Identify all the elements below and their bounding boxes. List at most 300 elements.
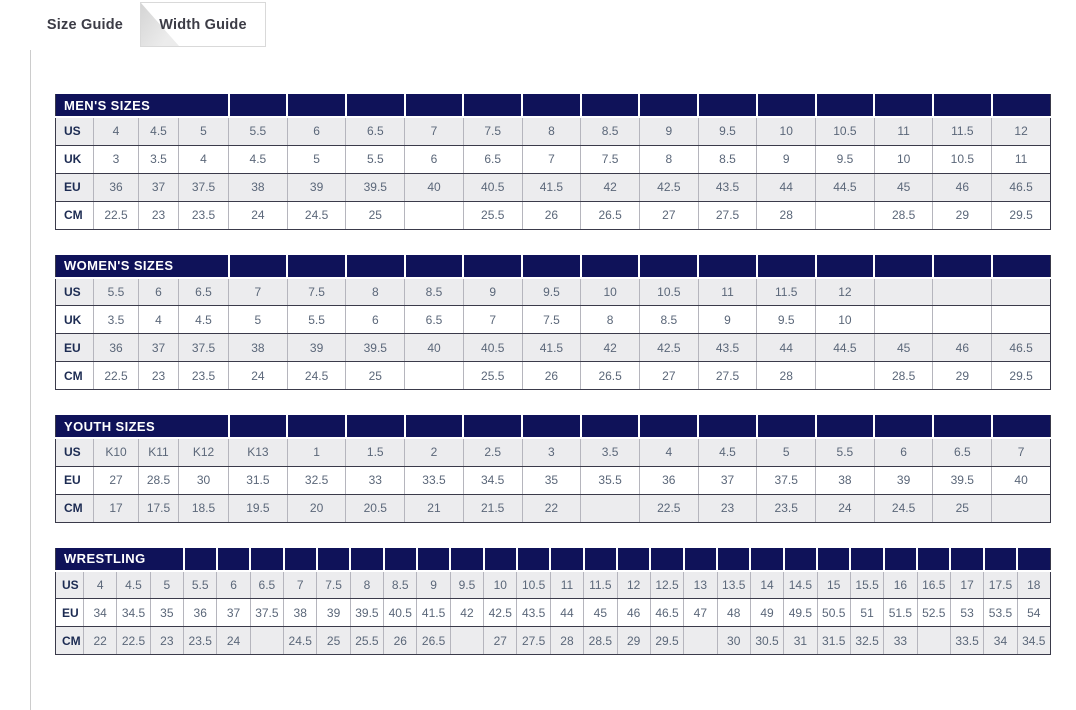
womens-sizes-header (56, 255, 1051, 278)
size-cell: 3.5 (581, 438, 640, 466)
size-cell: 27 (94, 466, 139, 494)
size-cell: 26 (522, 362, 581, 390)
size-cell: 28 (757, 362, 816, 390)
size-cell: 31 (784, 627, 817, 655)
header-spacer-cell (639, 415, 698, 438)
header-spacer-cell (581, 94, 640, 117)
womens-sizes-section (55, 255, 1051, 391)
header-spacer-cell (584, 548, 617, 571)
size-cell: 10 (581, 278, 640, 306)
size-cell: 36 (94, 173, 139, 201)
size-cell: 26 (522, 201, 581, 229)
size-cell: 1.5 (346, 438, 405, 466)
mens-sizes-body (56, 117, 1051, 229)
size-cell: 23.5 (757, 494, 816, 522)
size-cell: 20.5 (346, 494, 405, 522)
size-cell: 34 (84, 599, 117, 627)
size-cell (450, 627, 483, 655)
size-cell: 28 (550, 627, 583, 655)
size-cell: 4 (94, 117, 139, 145)
size-cell: 14 (750, 571, 783, 599)
size-cell: 13.5 (717, 571, 750, 599)
size-cell: 10 (816, 306, 875, 334)
size-cell: 8 (346, 278, 405, 306)
header-spacer-cell (816, 94, 875, 117)
header-row (56, 255, 1051, 278)
row-label: EU (56, 466, 94, 494)
size-cell: 5 (150, 571, 183, 599)
size-cell: 6 (346, 306, 405, 334)
mens-sizes-table (55, 94, 1051, 230)
size-cell: 46.5 (650, 599, 683, 627)
header-spacer-cell (639, 255, 698, 278)
size-cell: 42.5 (484, 599, 517, 627)
header-spacer-cell (550, 548, 583, 571)
size-cell: 27.5 (517, 627, 550, 655)
size-cell: 6 (139, 278, 179, 306)
header-spacer-cell (417, 548, 450, 571)
size-cell: 27.5 (698, 201, 757, 229)
size-cell: 5 (179, 117, 229, 145)
size-cell (581, 494, 640, 522)
size-cell: 38 (284, 599, 317, 627)
size-cell (816, 362, 875, 390)
mens-sizes-header (56, 94, 1051, 117)
size-cell (684, 627, 717, 655)
size-cell: 40.5 (463, 173, 522, 201)
size-cell: 45 (874, 173, 933, 201)
size-cell: 12 (617, 571, 650, 599)
size-cell: 9.5 (757, 306, 816, 334)
table-row (56, 571, 1051, 599)
header-spacer-cell (450, 548, 483, 571)
size-cell: 24 (229, 362, 288, 390)
size-cell: 33 (884, 627, 917, 655)
header-spacer-cell (405, 415, 464, 438)
size-cell: 35 (522, 466, 581, 494)
row-label: US (56, 117, 94, 145)
size-cell: 10.5 (639, 278, 698, 306)
header-spacer-cell (581, 415, 640, 438)
size-cell: 41.5 (417, 599, 450, 627)
header-spacer-cell (384, 548, 417, 571)
size-cell: 25 (933, 494, 992, 522)
size-cell: 27 (484, 627, 517, 655)
table-row (56, 627, 1051, 655)
size-cell: 47 (684, 599, 717, 627)
header-spacer-cell (522, 415, 581, 438)
size-cell: 33.5 (950, 627, 983, 655)
row-label: US (56, 571, 84, 599)
header-spacer-cell (816, 415, 875, 438)
tab-width-guide[interactable] (140, 2, 266, 47)
size-cell: 7 (405, 117, 464, 145)
size-cell: 7.5 (317, 571, 350, 599)
size-cell: 8.5 (698, 145, 757, 173)
size-cell: 5 (229, 306, 288, 334)
size-cell: 8 (581, 306, 640, 334)
size-cell: 25.5 (463, 362, 522, 390)
size-cell: 25 (346, 362, 405, 390)
header-spacer-cell (874, 94, 933, 117)
size-cell: 13 (684, 571, 717, 599)
tab-width-guide-label: Width Guide (159, 16, 247, 33)
size-cell: 51.5 (884, 599, 917, 627)
size-cell (992, 306, 1051, 334)
size-cell: 4 (639, 438, 698, 466)
womens-sizes-table (55, 255, 1051, 391)
size-cell: 11.5 (933, 117, 992, 145)
header-spacer-cell (750, 548, 783, 571)
header-row (56, 415, 1051, 438)
size-cell: 28 (757, 201, 816, 229)
size-cell: 23.5 (179, 362, 229, 390)
size-cell: 39.5 (346, 173, 405, 201)
size-cell: 8.5 (405, 278, 464, 306)
header-spacer-cell (346, 255, 405, 278)
size-cell: 38 (816, 466, 875, 494)
size-cell: 53.5 (984, 599, 1017, 627)
header-spacer-cell (617, 548, 650, 571)
size-cell (933, 306, 992, 334)
wrestling-section (55, 548, 1051, 656)
size-cell (405, 362, 464, 390)
header-spacer-cell (463, 255, 522, 278)
size-cell: 7.5 (463, 117, 522, 145)
size-cell: 48 (717, 599, 750, 627)
size-cell: 29.5 (650, 627, 683, 655)
size-cell: 6 (405, 145, 464, 173)
size-cell: 22.5 (94, 362, 139, 390)
size-cell: 50.5 (817, 599, 850, 627)
header-spacer-cell (346, 415, 405, 438)
header-spacer-cell (874, 255, 933, 278)
size-cell: 23 (139, 362, 179, 390)
size-cell: 23 (698, 494, 757, 522)
size-cell: 17.5 (139, 494, 179, 522)
size-cell: 42 (581, 173, 640, 201)
size-cell: 7.5 (581, 145, 640, 173)
size-cell: 46 (617, 599, 650, 627)
size-cell: 22 (522, 494, 581, 522)
size-cell: 40 (405, 173, 464, 201)
size-cell: 4 (179, 145, 229, 173)
size-cell: 23 (139, 201, 179, 229)
size-cell: K13 (229, 438, 288, 466)
header-spacer-cell (874, 415, 933, 438)
header-spacer-cell (317, 548, 350, 571)
size-cell: 45 (584, 599, 617, 627)
size-cell: 24.5 (874, 494, 933, 522)
size-cell: 37 (139, 334, 179, 362)
table-row (56, 362, 1051, 390)
table-row (56, 599, 1051, 627)
youth-sizes-title: YOUTH SIZES (56, 415, 229, 438)
size-cell: 32.5 (287, 466, 346, 494)
size-cell: 9 (463, 278, 522, 306)
size-cell: 5.5 (346, 145, 405, 173)
size-cell: 44 (757, 173, 816, 201)
row-label: CM (56, 494, 94, 522)
size-cell: 37.5 (179, 334, 229, 362)
size-cell: 9.5 (698, 117, 757, 145)
size-cell: 3 (522, 438, 581, 466)
header-spacer-cell (229, 415, 288, 438)
size-cell: 4.5 (179, 306, 229, 334)
size-cell: 11.5 (584, 571, 617, 599)
table-row (56, 145, 1051, 173)
size-cell: 40.5 (384, 599, 417, 627)
size-cell (917, 627, 950, 655)
header-spacer-cell (850, 548, 883, 571)
size-cell: 1 (287, 438, 346, 466)
youth-sizes-header (56, 415, 1051, 438)
header-spacer-cell (184, 548, 217, 571)
header-spacer-cell (950, 548, 983, 571)
header-spacer-cell (650, 548, 683, 571)
size-cell: 39.5 (346, 334, 405, 362)
size-cell: 11.5 (757, 278, 816, 306)
header-spacer-cell (698, 94, 757, 117)
header-spacer-cell (229, 255, 288, 278)
size-cell (250, 627, 283, 655)
header-spacer-cell (581, 255, 640, 278)
size-cell: 5.5 (184, 571, 217, 599)
size-cell: 46 (933, 173, 992, 201)
size-cell: 37 (217, 599, 250, 627)
header-spacer-cell (984, 548, 1017, 571)
size-cell: 32.5 (850, 627, 883, 655)
size-cell: 37 (139, 173, 179, 201)
table-row (56, 438, 1051, 466)
header-spacer-cell (517, 548, 550, 571)
row-label: CM (56, 627, 84, 655)
header-spacer-cell (757, 415, 816, 438)
size-cell: 30 (179, 466, 229, 494)
size-guide-tabbar (30, 0, 1076, 48)
size-cell: 7 (284, 571, 317, 599)
size-cell: 29.5 (992, 201, 1051, 229)
wrestling-body (56, 571, 1051, 655)
size-cell: 24 (816, 494, 875, 522)
tab-size-guide-label: Size Guide (46, 16, 124, 33)
size-cell: 43.5 (517, 599, 550, 627)
size-cell: 42.5 (639, 334, 698, 362)
size-cell: 10 (484, 571, 517, 599)
header-spacer-cell (405, 255, 464, 278)
size-cell: 34.5 (1017, 627, 1050, 655)
size-cell: 11 (698, 278, 757, 306)
header-spacer-cell (346, 94, 405, 117)
table-row (56, 278, 1051, 306)
size-cell: 31.5 (817, 627, 850, 655)
size-cell: 11 (874, 117, 933, 145)
size-cell: 5.5 (94, 278, 139, 306)
size-cell: 38 (229, 173, 288, 201)
size-cell: 22.5 (94, 201, 139, 229)
size-cell: 30 (717, 627, 750, 655)
size-cell: 5.5 (287, 306, 346, 334)
size-cell: 40 (405, 334, 464, 362)
size-cell: 42.5 (639, 173, 698, 201)
size-cell: 15 (817, 571, 850, 599)
size-cell: 8 (522, 117, 581, 145)
size-cell: 8.5 (639, 306, 698, 334)
size-cell: 6.5 (346, 117, 405, 145)
header-spacer-cell (287, 94, 346, 117)
size-cell (992, 494, 1051, 522)
size-cell: 33 (346, 466, 405, 494)
table-row (56, 173, 1051, 201)
header-spacer-cell (933, 94, 992, 117)
size-cell: 45 (874, 334, 933, 362)
size-cell: 4.5 (139, 117, 179, 145)
header-spacer-cell (522, 255, 581, 278)
size-cell: 43.5 (698, 334, 757, 362)
size-cell: 46.5 (992, 173, 1051, 201)
size-cell: 29 (933, 362, 992, 390)
header-spacer-cell (639, 94, 698, 117)
size-cell: 6 (217, 571, 250, 599)
size-cell: 21.5 (463, 494, 522, 522)
table-row (56, 494, 1051, 522)
size-cell: 41.5 (522, 334, 581, 362)
size-cell: 23.5 (179, 201, 229, 229)
size-cell: 9 (639, 117, 698, 145)
size-cell: 5.5 (229, 117, 288, 145)
size-cell: 26.5 (417, 627, 450, 655)
size-cell: 23.5 (184, 627, 217, 655)
size-cell: 46 (933, 334, 992, 362)
size-cell: 2 (405, 438, 464, 466)
size-cell: 24 (229, 201, 288, 229)
size-cell: 17.5 (984, 571, 1017, 599)
size-cell: 34.5 (117, 599, 150, 627)
size-cell: 24.5 (287, 362, 346, 390)
row-label: US (56, 438, 94, 466)
size-cell: 24.5 (284, 627, 317, 655)
size-cell: 34.5 (463, 466, 522, 494)
size-cell: 9 (757, 145, 816, 173)
size-cell: 19.5 (229, 494, 288, 522)
header-spacer-cell (717, 548, 750, 571)
table-row (56, 117, 1051, 145)
size-cell: 29 (617, 627, 650, 655)
size-cell: 2.5 (463, 438, 522, 466)
header-spacer-cell (522, 94, 581, 117)
size-cell (874, 306, 933, 334)
size-cell: 4 (139, 306, 179, 334)
size-cell: 22 (84, 627, 117, 655)
wrestling-header (56, 548, 1051, 571)
header-spacer-cell (405, 94, 464, 117)
size-cell: 54 (1017, 599, 1050, 627)
size-cell: 6.5 (250, 571, 283, 599)
header-spacer-cell (684, 548, 717, 571)
size-cell: 9.5 (450, 571, 483, 599)
size-cell: 10 (757, 117, 816, 145)
size-cell: 36 (639, 466, 698, 494)
size-cell: 39 (287, 173, 346, 201)
size-cell: 16.5 (917, 571, 950, 599)
size-cell: 27 (639, 362, 698, 390)
size-cell: 42 (581, 334, 640, 362)
row-label: UK (56, 306, 94, 334)
header-spacer-cell (757, 94, 816, 117)
size-cell: 5 (287, 145, 346, 173)
size-cell: 44 (550, 599, 583, 627)
header-spacer-cell (698, 255, 757, 278)
header-spacer-cell (884, 548, 917, 571)
size-cell: 4.5 (117, 571, 150, 599)
size-cell: 26.5 (581, 201, 640, 229)
panel-left-border (30, 50, 31, 710)
size-cell: 7.5 (522, 306, 581, 334)
row-label: EU (56, 599, 84, 627)
header-spacer-cell (698, 415, 757, 438)
mens-sizes-section (55, 94, 1051, 230)
size-cell: 23 (150, 627, 183, 655)
header-spacer-cell (992, 415, 1051, 438)
size-cell: 5 (757, 438, 816, 466)
header-spacer-cell (250, 548, 283, 571)
size-cell: 10.5 (517, 571, 550, 599)
size-cell: 40.5 (463, 334, 522, 362)
tab-size-guide[interactable] (30, 2, 140, 47)
table-row (56, 466, 1051, 494)
size-cell: 9 (698, 306, 757, 334)
size-cell: 18.5 (179, 494, 229, 522)
header-spacer-cell (463, 415, 522, 438)
size-cell: 34 (984, 627, 1017, 655)
size-cell: 39.5 (350, 599, 383, 627)
youth-sizes-body (56, 438, 1051, 522)
header-spacer-cell (287, 415, 346, 438)
size-cell: 24 (217, 627, 250, 655)
womens-sizes-body (56, 278, 1051, 390)
size-cell: K11 (139, 438, 179, 466)
header-spacer-cell (284, 548, 317, 571)
size-cell: 6.5 (463, 145, 522, 173)
size-cell (874, 278, 933, 306)
size-cell: 6.5 (405, 306, 464, 334)
size-cell: 44 (757, 334, 816, 362)
size-cell: 49 (750, 599, 783, 627)
size-cell: 17 (950, 571, 983, 599)
size-cell: 28.5 (874, 201, 933, 229)
header-spacer-cell (463, 94, 522, 117)
size-cell (992, 278, 1051, 306)
size-cell: 12 (816, 278, 875, 306)
size-cell: 37.5 (757, 466, 816, 494)
size-cell: 4 (84, 571, 117, 599)
womens-sizes-title: WOMEN'S SIZES (56, 255, 229, 278)
size-cell: 7 (992, 438, 1051, 466)
row-label: EU (56, 173, 94, 201)
header-spacer-cell (917, 548, 950, 571)
row-label: US (56, 278, 94, 306)
wrestling-table (55, 548, 1051, 656)
size-cell: 11 (992, 145, 1051, 173)
size-cell: 7 (463, 306, 522, 334)
size-cell: 9.5 (522, 278, 581, 306)
size-cell: 22.5 (117, 627, 150, 655)
size-cell: 41.5 (522, 173, 581, 201)
wrestling-title: WRESTLING (56, 548, 184, 571)
size-cell: 15.5 (850, 571, 883, 599)
header-spacer-cell (992, 94, 1051, 117)
size-cell: 5.5 (816, 438, 875, 466)
